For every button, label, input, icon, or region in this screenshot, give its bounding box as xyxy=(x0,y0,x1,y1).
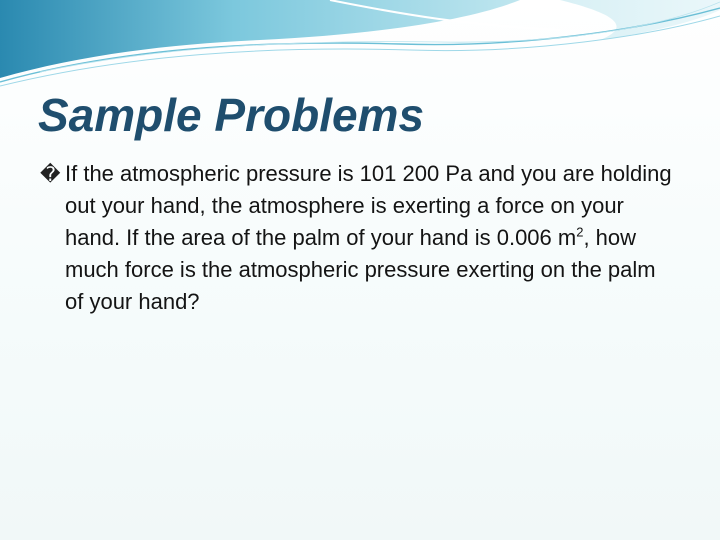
problem-text-block xyxy=(40,158,680,318)
wave-fill-main xyxy=(0,0,520,78)
problem-text-after-exponent: , how much force is the atmospheric pressure exerting on the palm of your hand? xyxy=(65,225,656,314)
problem-text-before-exponent: If the atmospheric pressure is 101 200 Pa and you are holding out your hand, the atmosphere is exerting a force on your hand. If the area of the palm of your hand is 0.006 m xyxy=(65,161,672,250)
problem-paragraph xyxy=(40,158,680,318)
slide-title: Sample Problems xyxy=(38,89,425,141)
header-wave-decoration xyxy=(0,0,720,90)
replacement-character-icon: � xyxy=(40,162,61,186)
area-unit-exponent: 2 xyxy=(576,224,584,240)
